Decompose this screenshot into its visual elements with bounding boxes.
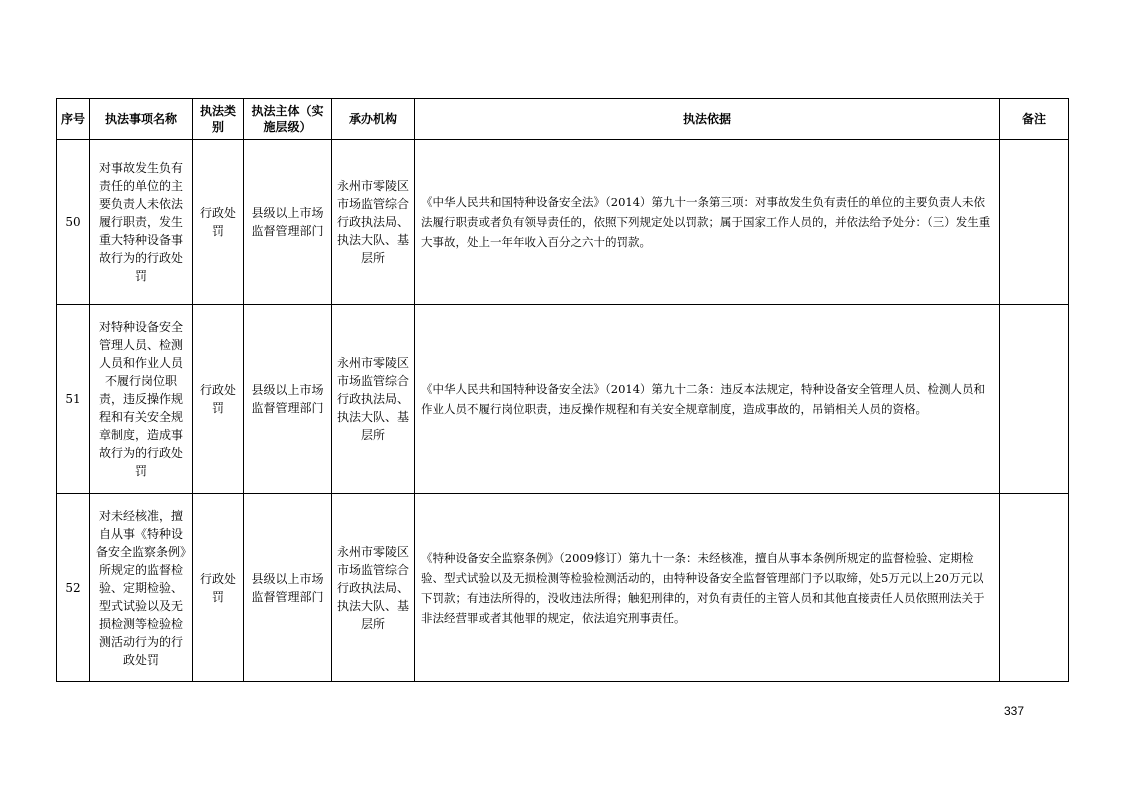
cell-basis: 《中华人民共和国特种设备安全法》（2014）第九十二条：违反本法规定，特种设备安全管理人员、检测人员和作业人员不履行岗位职责，违反操作规程和有关安全规章制度，造成事故的，吊销相关人员的资格。	[415, 305, 1000, 494]
cell-basis: 《中华人民共和国特种设备安全法》（2014）第九十一条第三项：对事故发生负有责任的单位的主要负责人未依法履行职责或者负有领导责任的，依照下列规定处以罚款；属于国家工作人员的，并依法给予处分：（三）发生重大事故，处上一年年收入百分之六十的罚款。	[415, 140, 1000, 305]
cell-org: 永州市零陵区市场监管综合行政执法局、执法大队、基层所	[332, 305, 415, 494]
cell-category: 行政处罚	[193, 140, 244, 305]
table-row	[57, 494, 1069, 682]
header-subject: 执法主体（实施层级）	[244, 99, 332, 140]
cell-basis: 《特种设备安全监察条例》（2009修订）第九十一条：未经核准，擅自从事本条例所规定的监督检验、定期检验、型式试验以及无损检测等检验检测活动的，由特种设备安全监督管理部门予以取缔，处5万元以上20万元以下罚款；有违法所得的，没收违法所得；触犯刑律的，对负有责任的主管人员和其他直接责任人员依照刑法关于非法经营罪或者其他罪的规定，依法追究刑事责任。	[415, 494, 1000, 682]
header-item-name: 执法事项名称	[90, 99, 193, 140]
header-remark: 备注	[1000, 99, 1069, 140]
header-basis: 执法依据	[415, 99, 1000, 140]
cell-item-name: 对事故发生负有责任的单位的主要负责人未依法履行职责，发生重大特种设备事故行为的行政处罚	[90, 140, 193, 305]
page-number: 337	[1004, 704, 1025, 718]
header-category: 执法类别	[193, 99, 244, 140]
cell-seq: 50	[57, 140, 90, 305]
cell-org: 永州市零陵区市场监管综合行政执法局、执法大队、基层所	[332, 140, 415, 305]
cell-seq: 52	[57, 494, 90, 682]
cell-remark	[1000, 494, 1069, 682]
cell-item-name: 对特种设备安全管理人员、检测人员和作业人员不履行岗位职责，违反操作规程和有关安全规章制度，造成事故行为的行政处罚	[90, 305, 193, 494]
enforcement-items-table	[56, 98, 1069, 682]
cell-category: 行政处罚	[193, 305, 244, 494]
cell-item-name: 对未经核准，擅自从事《特种设备安全监察条例》所规定的监督检验、定期检验、型式试验以及无损检测等检验检测活动行为的行政处罚	[90, 494, 193, 682]
cell-remark	[1000, 305, 1069, 494]
header-org: 承办机构	[332, 99, 415, 140]
cell-subject: 县级以上市场监督管理部门	[244, 494, 332, 682]
cell-subject: 县级以上市场监督管理部门	[244, 305, 332, 494]
cell-org: 永州市零陵区市场监管综合行政执法局、执法大队、基层所	[332, 494, 415, 682]
cell-subject: 县级以上市场监督管理部门	[244, 140, 332, 305]
cell-seq: 51	[57, 305, 90, 494]
cell-remark	[1000, 140, 1069, 305]
table-row	[57, 140, 1069, 305]
table-row	[57, 305, 1069, 494]
cell-category: 行政处罚	[193, 494, 244, 682]
table-header-row	[57, 99, 1069, 140]
header-seq: 序号	[57, 99, 90, 140]
